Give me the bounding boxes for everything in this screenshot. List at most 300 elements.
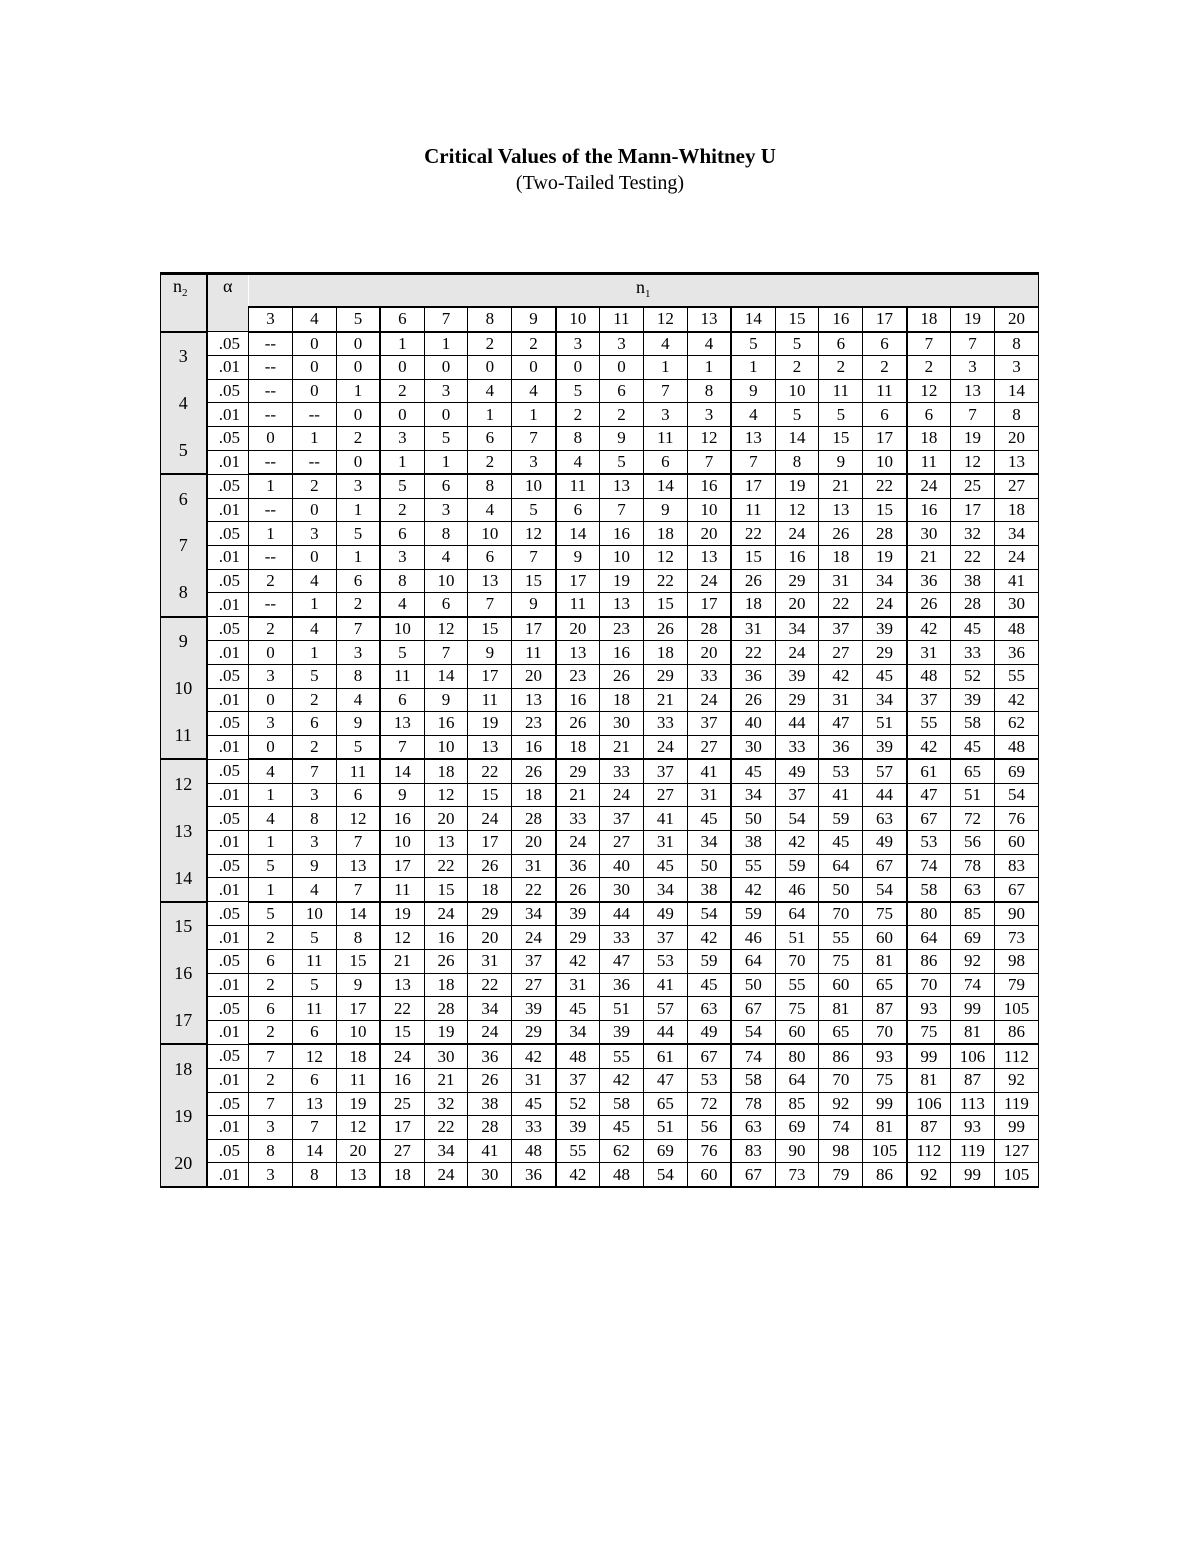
critical-value-cell: 14: [775, 426, 819, 450]
critical-value-cell: 19: [380, 902, 424, 926]
critical-value-cell: 70: [775, 950, 819, 974]
critical-value-cell: 31: [687, 783, 731, 807]
critical-value-cell: 13: [819, 498, 863, 522]
critical-value-cell: 78: [731, 1092, 775, 1116]
critical-value-cell: 45: [951, 735, 995, 759]
critical-value-cell: 15: [468, 783, 512, 807]
critical-value-cell: 83: [994, 854, 1038, 878]
table-row: [161, 878, 1039, 902]
critical-value-cell: 98: [994, 950, 1038, 974]
critical-value-cell: 39: [556, 902, 600, 926]
critical-value-cell: 63: [687, 997, 731, 1021]
critical-value-cell: 39: [863, 735, 907, 759]
critical-value-cell: 55: [600, 1044, 644, 1068]
critical-value-cell: 10: [292, 902, 336, 926]
critical-value-cell: 8: [292, 1163, 336, 1187]
critical-value-cell: 79: [819, 1163, 863, 1187]
critical-value-cell: 79: [994, 973, 1038, 997]
critical-value-cell: 55: [775, 973, 819, 997]
critical-value-cell: 0: [292, 498, 336, 522]
critical-value-cell: 8: [292, 807, 336, 831]
critical-value-cell: 0: [424, 356, 468, 380]
critical-value-cell: 24: [775, 522, 819, 546]
critical-value-cell: 5: [512, 498, 556, 522]
critical-value-cell: 10: [687, 498, 731, 522]
critical-value-cell: 30: [907, 522, 951, 546]
table-row: [161, 1069, 1039, 1093]
table-row: [161, 498, 1039, 522]
critical-value-cell: 74: [951, 973, 995, 997]
critical-value-cell: 2: [292, 688, 336, 712]
critical-value-cell: 0: [468, 356, 512, 380]
critical-value-cell: 8: [336, 926, 380, 950]
critical-value-cell: 1: [249, 474, 293, 498]
critical-value-cell: 41: [687, 759, 731, 783]
critical-value-cell: 40: [731, 712, 775, 736]
n2-value: 4: [161, 379, 207, 426]
critical-value-cell: 64: [907, 926, 951, 950]
critical-value-cell: --: [249, 545, 293, 569]
n2-value: 7: [161, 522, 207, 569]
critical-value-cell: 2: [468, 450, 512, 474]
alpha-value: .05: [207, 1044, 249, 1068]
alpha-value: .05: [207, 1092, 249, 1116]
critical-value-cell: 15: [512, 569, 556, 593]
critical-value-cell: 24: [600, 783, 644, 807]
alpha-value: .01: [207, 973, 249, 997]
critical-value-cell: 99: [907, 1044, 951, 1068]
critical-value-cell: 60: [687, 1163, 731, 1187]
critical-value-cell: 3: [687, 403, 731, 427]
critical-value-cell: 2: [512, 332, 556, 356]
critical-value-cell: 7: [249, 1044, 293, 1068]
critical-value-cell: 25: [951, 474, 995, 498]
critical-value-cell: 21: [643, 688, 687, 712]
critical-value-cell: 90: [994, 902, 1038, 926]
table-row: [161, 593, 1039, 617]
critical-value-cell: 19: [600, 569, 644, 593]
critical-value-cell: 75: [775, 997, 819, 1021]
critical-value-cell: 4: [687, 332, 731, 356]
critical-value-cell: 2: [336, 426, 380, 450]
critical-value-cell: 5: [731, 332, 775, 356]
critical-value-cell: 90: [775, 1139, 819, 1163]
critical-value-cell: 0: [380, 356, 424, 380]
critical-value-cell: 5: [292, 664, 336, 688]
critical-value-cell: 6: [249, 997, 293, 1021]
critical-value-cell: 37: [512, 950, 556, 974]
critical-value-cell: 2: [249, 973, 293, 997]
critical-value-cell: 10: [424, 569, 468, 593]
critical-value-cell: 34: [512, 902, 556, 926]
critical-value-cell: 4: [292, 569, 336, 593]
critical-value-cell: 28: [687, 617, 731, 641]
critical-value-cell: 14: [994, 379, 1038, 403]
critical-value-cell: 46: [775, 878, 819, 902]
alpha-value: .05: [207, 712, 249, 736]
critical-value-cell: 67: [863, 854, 907, 878]
critical-value-cell: 12: [380, 926, 424, 950]
critical-value-cell: 64: [775, 1069, 819, 1093]
critical-value-cell: 11: [556, 593, 600, 617]
critical-value-cell: 7: [292, 1116, 336, 1140]
critical-value-cell: 12: [775, 498, 819, 522]
critical-value-cell: 17: [468, 831, 512, 855]
critical-value-cell: 6: [380, 688, 424, 712]
critical-value-cell: 70: [907, 973, 951, 997]
critical-value-cell: 34: [994, 522, 1038, 546]
critical-value-cell: 30: [994, 593, 1038, 617]
critical-value-cell: 10: [600, 545, 644, 569]
critical-value-cell: 81: [863, 950, 907, 974]
critical-value-cell: 1: [643, 356, 687, 380]
critical-value-cell: 87: [863, 997, 907, 1021]
critical-value-cell: 4: [249, 759, 293, 783]
critical-value-cell: 6: [907, 403, 951, 427]
alpha-value: .01: [207, 1020, 249, 1044]
critical-value-cell: 8: [994, 332, 1038, 356]
critical-value-cell: 16: [687, 474, 731, 498]
alpha-value: .01: [207, 498, 249, 522]
critical-value-cell: 18: [643, 641, 687, 665]
critical-value-cell: 92: [819, 1092, 863, 1116]
critical-value-cell: 33: [556, 807, 600, 831]
critical-value-cell: 58: [907, 878, 951, 902]
critical-value-cell: 0: [292, 356, 336, 380]
critical-value-cell: 33: [951, 641, 995, 665]
critical-value-cell: 105: [994, 1163, 1038, 1187]
critical-value-cell: 47: [643, 1069, 687, 1093]
critical-value-cell: 67: [731, 997, 775, 1021]
critical-value-cell: 92: [994, 1069, 1038, 1093]
critical-value-cell: 31: [819, 688, 863, 712]
table-row: [161, 545, 1039, 569]
critical-value-cell: 30: [600, 878, 644, 902]
critical-value-cell: 24: [556, 831, 600, 855]
critical-value-cell: 5: [775, 403, 819, 427]
critical-value-cell: 5: [249, 902, 293, 926]
n2-value: 10: [161, 664, 207, 711]
critical-value-cell: 5: [380, 474, 424, 498]
critical-value-cell: 1: [424, 450, 468, 474]
critical-value-cell: 62: [994, 712, 1038, 736]
critical-value-cell: 51: [863, 712, 907, 736]
critical-value-cell: 13: [468, 569, 512, 593]
critical-value-cell: 14: [424, 664, 468, 688]
n1-value: 12: [643, 307, 687, 332]
alpha-value: .01: [207, 1069, 249, 1093]
critical-value-cell: 16: [600, 522, 644, 546]
critical-value-cell: 24: [687, 569, 731, 593]
critical-value-cell: 9: [336, 973, 380, 997]
table-row: [161, 902, 1039, 926]
critical-value-cell: 20: [687, 522, 731, 546]
critical-value-cell: 18: [512, 783, 556, 807]
critical-value-cell: 44: [863, 783, 907, 807]
critical-value-cell: 119: [994, 1092, 1038, 1116]
critical-value-cell: 6: [292, 1069, 336, 1093]
critical-value-cell: 6: [424, 474, 468, 498]
critical-value-cell: 26: [468, 854, 512, 878]
critical-value-cell: 1: [512, 403, 556, 427]
critical-value-cell: 98: [819, 1139, 863, 1163]
critical-value-cell: 36: [731, 664, 775, 688]
critical-value-cell: 16: [775, 545, 819, 569]
critical-value-cell: 70: [819, 1069, 863, 1093]
alpha-value: .05: [207, 950, 249, 974]
alpha-value: .01: [207, 926, 249, 950]
critical-value-cell: 57: [643, 997, 687, 1021]
page-subtitle: (Two-Tailed Testing): [515, 172, 685, 194]
critical-value-cell: 3: [556, 332, 600, 356]
critical-value-cell: 7: [512, 545, 556, 569]
critical-value-cell: 0: [336, 332, 380, 356]
critical-value-cell: 26: [731, 569, 775, 593]
critical-value-cell: 15: [863, 498, 907, 522]
header-row-n1-values: [161, 307, 1039, 332]
critical-value-cell: 1: [249, 783, 293, 807]
critical-value-cell: 7: [336, 831, 380, 855]
critical-value-cell: 59: [775, 854, 819, 878]
critical-value-cell: 15: [380, 1020, 424, 1044]
critical-value-cell: 72: [951, 807, 995, 831]
critical-value-cell: 31: [512, 1069, 556, 1093]
critical-value-cell: 1: [424, 332, 468, 356]
critical-value-cell: 9: [292, 854, 336, 878]
critical-value-cell: 4: [424, 545, 468, 569]
alpha-value: .01: [207, 831, 249, 855]
critical-value-cell: 47: [600, 950, 644, 974]
critical-value-cell: 31: [907, 641, 951, 665]
critical-value-cell: 0: [336, 450, 380, 474]
n2-value: 15: [161, 902, 207, 950]
critical-value-cell: 37: [643, 759, 687, 783]
critical-value-cell: 2: [336, 593, 380, 617]
table-row: [161, 735, 1039, 759]
critical-value-cell: 31: [731, 617, 775, 641]
critical-value-cell: 60: [863, 926, 907, 950]
critical-value-cell: 14: [556, 522, 600, 546]
critical-value-cell: 15: [468, 617, 512, 641]
critical-value-cell: 64: [731, 950, 775, 974]
critical-value-cell: 19: [468, 712, 512, 736]
critical-value-cell: 86: [907, 950, 951, 974]
critical-value-cell: 5: [380, 641, 424, 665]
critical-value-cell: 37: [556, 1069, 600, 1093]
critical-value-cell: 27: [600, 831, 644, 855]
critical-value-cell: 36: [907, 569, 951, 593]
critical-value-cell: 16: [424, 926, 468, 950]
critical-value-cell: 5: [600, 450, 644, 474]
critical-value-cell: 4: [380, 593, 424, 617]
critical-value-cell: 18: [556, 735, 600, 759]
critical-value-cell: 17: [556, 569, 600, 593]
critical-value-cell: 52: [556, 1092, 600, 1116]
critical-value-cell: 34: [556, 1020, 600, 1044]
critical-value-cell: 29: [556, 926, 600, 950]
critical-value-cell: 16: [380, 1069, 424, 1093]
critical-value-cell: 7: [512, 426, 556, 450]
critical-value-cell: 5: [292, 926, 336, 950]
critical-value-cell: 1: [249, 878, 293, 902]
critical-value-cell: 29: [643, 664, 687, 688]
critical-value-cell: 15: [731, 545, 775, 569]
critical-value-cell: 81: [951, 1020, 995, 1044]
critical-value-cell: 13: [380, 973, 424, 997]
n1-value: 7: [424, 307, 468, 332]
critical-value-cell: 50: [731, 973, 775, 997]
critical-value-cell: 45: [731, 759, 775, 783]
critical-value-cell: 9: [424, 688, 468, 712]
critical-value-cell: 24: [643, 735, 687, 759]
critical-value-cell: 81: [819, 997, 863, 1021]
critical-value-cell: 75: [863, 902, 907, 926]
critical-value-cell: 38: [687, 878, 731, 902]
critical-value-cell: 31: [643, 831, 687, 855]
critical-value-cell: 34: [863, 688, 907, 712]
critical-value-cell: 48: [512, 1139, 556, 1163]
table-row: [161, 1116, 1039, 1140]
table-row: [161, 569, 1039, 593]
critical-value-cell: 48: [994, 617, 1038, 641]
critical-value-cell: 59: [731, 902, 775, 926]
critical-value-cell: 40: [600, 854, 644, 878]
critical-value-cell: 6: [863, 403, 907, 427]
table-row: [161, 854, 1039, 878]
critical-value-cell: 7: [951, 403, 995, 427]
critical-value-cell: 4: [643, 332, 687, 356]
critical-value-cell: 21: [556, 783, 600, 807]
critical-value-cell: 93: [951, 1116, 995, 1140]
critical-value-cell: 13: [424, 831, 468, 855]
table-row: [161, 1044, 1039, 1068]
critical-value-cell: 39: [951, 688, 995, 712]
critical-value-cell: 14: [643, 474, 687, 498]
critical-value-cell: 1: [292, 426, 336, 450]
critical-value-cell: 58: [731, 1069, 775, 1093]
critical-value-cell: 20: [512, 831, 556, 855]
critical-value-cell: 17: [687, 593, 731, 617]
critical-value-cell: 51: [600, 997, 644, 1021]
critical-value-cell: 20: [336, 1139, 380, 1163]
critical-value-cell: 39: [600, 1020, 644, 1044]
critical-value-cell: 26: [731, 688, 775, 712]
critical-value-cell: 83: [731, 1139, 775, 1163]
critical-value-cell: 20: [512, 664, 556, 688]
critical-value-cell: 7: [600, 498, 644, 522]
critical-value-cell: 49: [643, 902, 687, 926]
critical-value-cell: 38: [468, 1092, 512, 1116]
critical-value-cell: 49: [687, 1020, 731, 1044]
critical-value-cell: 13: [292, 1092, 336, 1116]
critical-value-cell: 75: [819, 950, 863, 974]
critical-value-cell: 1: [249, 831, 293, 855]
critical-value-cell: 10: [468, 522, 512, 546]
critical-value-cell: 6: [556, 498, 600, 522]
critical-value-cell: 60: [994, 831, 1038, 855]
alpha-value: .01: [207, 356, 249, 380]
alpha-value: .01: [207, 593, 249, 617]
alpha-value: .01: [207, 783, 249, 807]
critical-value-cell: 6: [643, 450, 687, 474]
critical-value-cell: 45: [863, 664, 907, 688]
critical-value-cell: 37: [907, 688, 951, 712]
critical-value-cell: 33: [600, 759, 644, 783]
critical-value-cell: 30: [731, 735, 775, 759]
critical-value-cell: 6: [336, 569, 380, 593]
critical-value-cell: 19: [951, 426, 995, 450]
critical-value-cell: 10: [512, 474, 556, 498]
critical-value-cell: 10: [863, 450, 907, 474]
critical-value-cell: 20: [687, 641, 731, 665]
n1-value: 9: [512, 307, 556, 332]
critical-value-cell: 5: [249, 854, 293, 878]
critical-value-cell: 16: [512, 735, 556, 759]
critical-value-cell: 87: [951, 1069, 995, 1093]
alpha-value: .05: [207, 807, 249, 831]
critical-value-cell: 10: [380, 617, 424, 641]
critical-value-cell: 1: [468, 403, 512, 427]
critical-value-cell: 12: [951, 450, 995, 474]
critical-value-cell: 78: [951, 854, 995, 878]
critical-value-cell: 3: [643, 403, 687, 427]
critical-value-cell: 65: [863, 973, 907, 997]
critical-value-cell: 41: [468, 1139, 512, 1163]
table-row: [161, 474, 1039, 498]
critical-value-cell: 10: [336, 1020, 380, 1044]
critical-value-cell: 31: [819, 569, 863, 593]
critical-value-cell: 34: [468, 997, 512, 1021]
table-row: [161, 688, 1039, 712]
critical-value-cell: 16: [907, 498, 951, 522]
critical-value-cell: 80: [775, 1044, 819, 1068]
header-row-n1: [161, 274, 1039, 308]
critical-value-cell: 13: [994, 450, 1038, 474]
n2-value: 3: [161, 332, 207, 380]
critical-value-cell: 33: [643, 712, 687, 736]
critical-value-cell: 26: [819, 522, 863, 546]
critical-value-cell: 39: [775, 664, 819, 688]
critical-value-cell: 113: [951, 1092, 995, 1116]
critical-value-cell: 74: [819, 1116, 863, 1140]
table-row: [161, 712, 1039, 736]
critical-value-cell: 60: [819, 973, 863, 997]
table-row: [161, 403, 1039, 427]
critical-value-cell: 31: [468, 950, 512, 974]
critical-value-cell: 8: [424, 522, 468, 546]
critical-value-cell: 41: [994, 569, 1038, 593]
n2-value: 19: [161, 1092, 207, 1139]
critical-value-cell: 2: [556, 403, 600, 427]
table-row: [161, 379, 1039, 403]
table-row: [161, 831, 1039, 855]
alpha-value: .01: [207, 545, 249, 569]
critical-value-cell: 13: [600, 593, 644, 617]
critical-value-cell: 0: [424, 403, 468, 427]
critical-value-cell: 0: [292, 332, 336, 356]
alpha-value: .01: [207, 1163, 249, 1187]
critical-value-cell: 18: [468, 878, 512, 902]
critical-value-cell: 22: [643, 569, 687, 593]
critical-value-cell: 18: [643, 522, 687, 546]
critical-value-cell: 24: [468, 1020, 512, 1044]
critical-value-cell: 6: [468, 545, 512, 569]
critical-value-cell: 41: [819, 783, 863, 807]
alpha-value: .05: [207, 474, 249, 498]
alpha-value: .01: [207, 878, 249, 902]
critical-value-cell: 86: [819, 1044, 863, 1068]
table-row: [161, 641, 1039, 665]
